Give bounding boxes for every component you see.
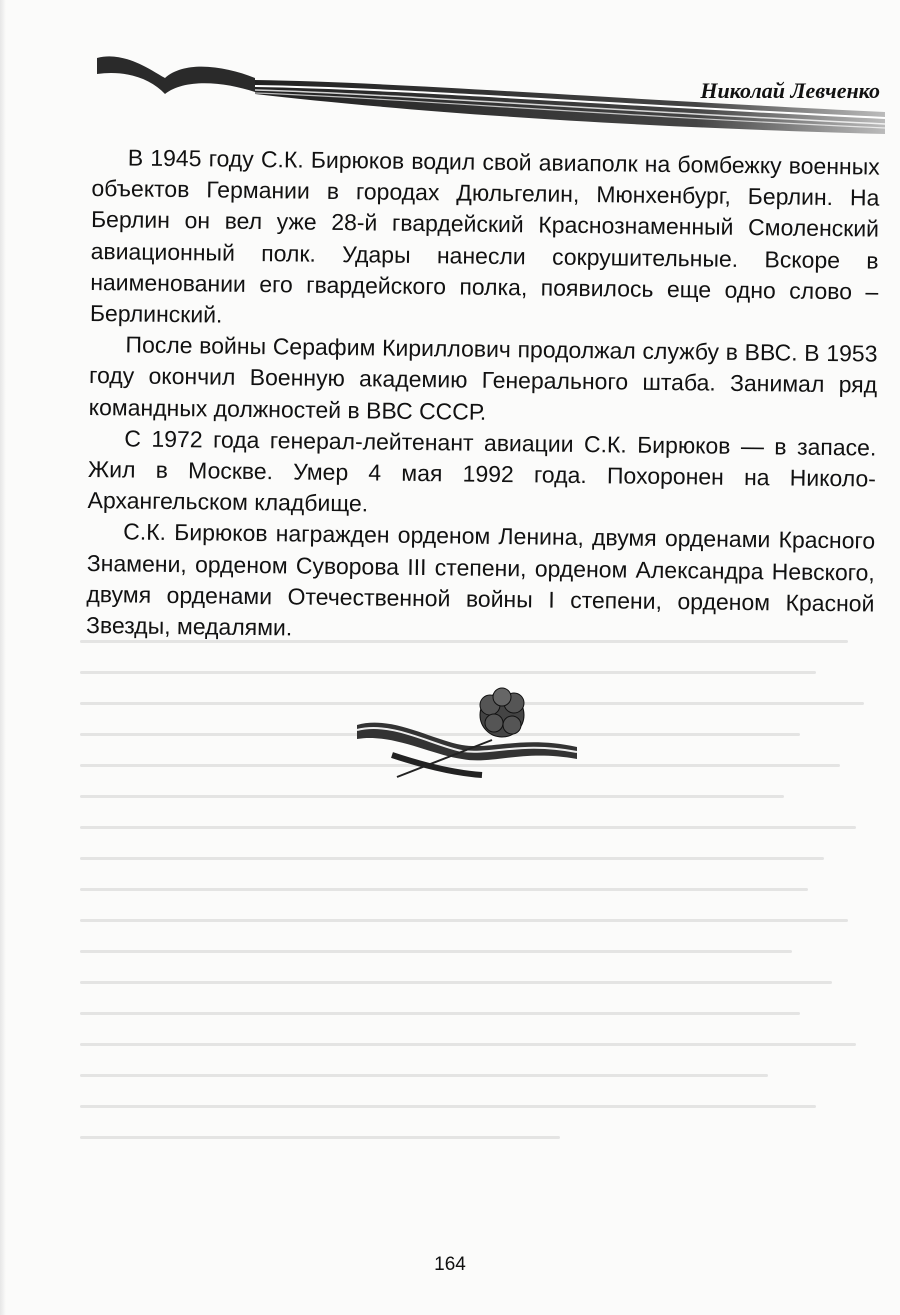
paragraph-3: С 1972 года генерал-лейтенант авиации С.К. Бирюков — в запасе. Жил в Москве. Умер 4 мая 1992 года. Похоронен на Николо-Архангельском кладбище.	[87, 425, 877, 517]
article-body	[86, 142, 880, 651]
ribbon-carnation-ornament	[352, 685, 582, 785]
page-number: 164	[434, 1254, 466, 1275]
page-edge	[0, 0, 6, 1315]
paragraph-2: После войны Серафим Кириллович продолжал службу в ВВС. В 1953 году окончил Военную академию Генерального штаба. Занимал ряд командных должностей в ВВС СССР.	[88, 331, 878, 425]
paragraph-1: В 1945 году С.К. Бирюков водил свой авиаполк на бомбежку военных объектов Германии в городах Дюльгелин, Мюнхенбург, Берлин. На Берлин он вел уже 28-й гвардейский Краснознаменный Смоленский авиационный полк. Удары нанесли сокрушительные. Вскоре в наименовании его гвардейского полка, появилось еще одно слово – Берлинский.	[89, 144, 880, 328]
author-name: Николай Левченко	[700, 78, 880, 103]
paragraph-4: С.К. Бирюков награжден орденом Ленина, двумя орденами Красного Знамени, орденом Суворова III степени, орденом Александра Невского, двумя орденами Отечественной войны I степени, орденом Красной Звезды, медалями.	[85, 518, 876, 641]
